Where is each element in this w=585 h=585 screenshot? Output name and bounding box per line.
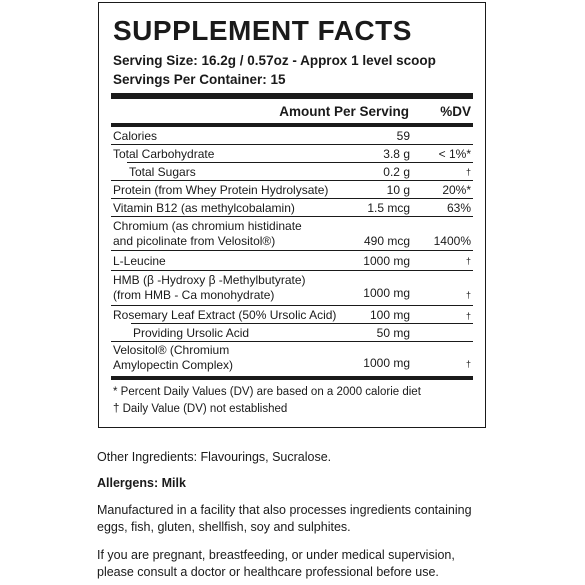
nutrient-name: Total Carbohydrate: [113, 147, 215, 161]
nutrient-dv: 20%*: [442, 183, 471, 197]
bottom-rule: [111, 376, 473, 380]
warning-line2: please consult a doctor or healthcare professional before use.: [97, 565, 439, 579]
nutrient-dv: †: [465, 290, 471, 300]
nutrient-amount: 1000 mg: [363, 254, 410, 268]
nutrient-row: [111, 305, 473, 323]
nutrient-amount: 100 mg: [369, 308, 410, 322]
nutrient-row: [111, 198, 473, 216]
nutrient-name-line2: and picolinate from Velositol®): [113, 234, 276, 248]
nutrient-row: [127, 162, 473, 180]
nutrient-row: [111, 180, 473, 198]
nutrient-amount: 10 g: [386, 183, 410, 197]
nutrient-row: [111, 144, 473, 162]
other-ingredients: Other Ingredients: Flavourings, Sucralose.: [97, 450, 332, 464]
nutrient-amount: 59: [396, 129, 410, 143]
servings-per-container: Servings Per Container: 15: [113, 72, 286, 87]
thick-rule: [111, 93, 473, 99]
footnote-dv-basis: * Percent Daily Values (DV) are based on a 2000 calorie diet: [113, 386, 421, 398]
nutrient-dv: < 1%*: [438, 147, 471, 161]
nutrient-dv: 63%: [446, 201, 471, 215]
nutrient-name: Total Sugars: [129, 165, 196, 179]
nutrient-amount: 1000 mg: [363, 356, 410, 370]
nutrient-name: Vitamin B12 (as methylcobalamin): [113, 201, 295, 215]
allergens: Allergens: Milk: [97, 476, 186, 490]
serving-size: Serving Size: 16.2g / 0.57oz - Approx 1 level scoop: [113, 53, 436, 68]
nutrient-dv: 1400%: [433, 234, 471, 248]
facility-statement-line1: Manufactured in a facility that also processes ingredients containing: [97, 503, 472, 517]
panel-title: SUPPLEMENT FACTS: [113, 15, 412, 46]
nutrient-name: Providing Ursolic Acid: [133, 326, 250, 340]
nutrient-name: Calories: [113, 129, 158, 143]
nutrient-name: Protein (from Whey Protein Hydrolysate): [113, 183, 329, 197]
supplement-facts-panel: [98, 2, 486, 428]
nutrient-row: [131, 323, 473, 341]
nutrient-row: [111, 270, 473, 305]
nutrient-row: [111, 250, 473, 270]
nutrient-name: Rosemary Leaf Extract (50% Ursolic Acid): [113, 308, 337, 322]
nutrient-dv: †: [465, 167, 471, 177]
nutrient-name: Chromium (as chromium histidinate: [113, 219, 302, 233]
nutrient-row: [111, 216, 473, 250]
nutrient-amount: 490 mcg: [363, 234, 410, 248]
nutrient-dv: †: [465, 311, 471, 321]
nutrient-amount: 1.5 mcg: [367, 201, 410, 215]
nutrient-name: HMB (β -Hydroxy β -Methylbutyrate): [113, 273, 306, 287]
facility-statement-line2: eggs, fish, gluten, shellfish, soy and sulphites.: [97, 520, 351, 534]
nutrient-amount: 1000 mg: [363, 286, 410, 300]
nutrient-amount: 0.2 g: [383, 165, 410, 179]
header-dv: %DV: [440, 104, 471, 119]
header-amount: Amount Per Serving: [279, 104, 409, 119]
nutrient-row: [111, 341, 473, 375]
nutrient-amount: 50 mg: [376, 326, 410, 340]
nutrient-dv: †: [465, 256, 471, 266]
nutrient-name: L-Leucine: [113, 254, 166, 268]
warning-line1: If you are pregnant, breastfeeding, or under medical supervision,: [97, 548, 455, 562]
nutrient-name-line2: Amylopectin Complex): [113, 358, 234, 372]
nutrient-dv: †: [465, 359, 471, 369]
nutrient-name: Velositol® (Chromium: [113, 343, 230, 357]
nutrient-amount: 3.8 g: [383, 147, 410, 161]
nutrient-row: [111, 126, 473, 144]
nutrient-name-line2: (from HMB - Ca monohydrate): [113, 288, 275, 302]
footnote-dv-not-established: † Daily Value (DV) not established: [113, 403, 288, 415]
